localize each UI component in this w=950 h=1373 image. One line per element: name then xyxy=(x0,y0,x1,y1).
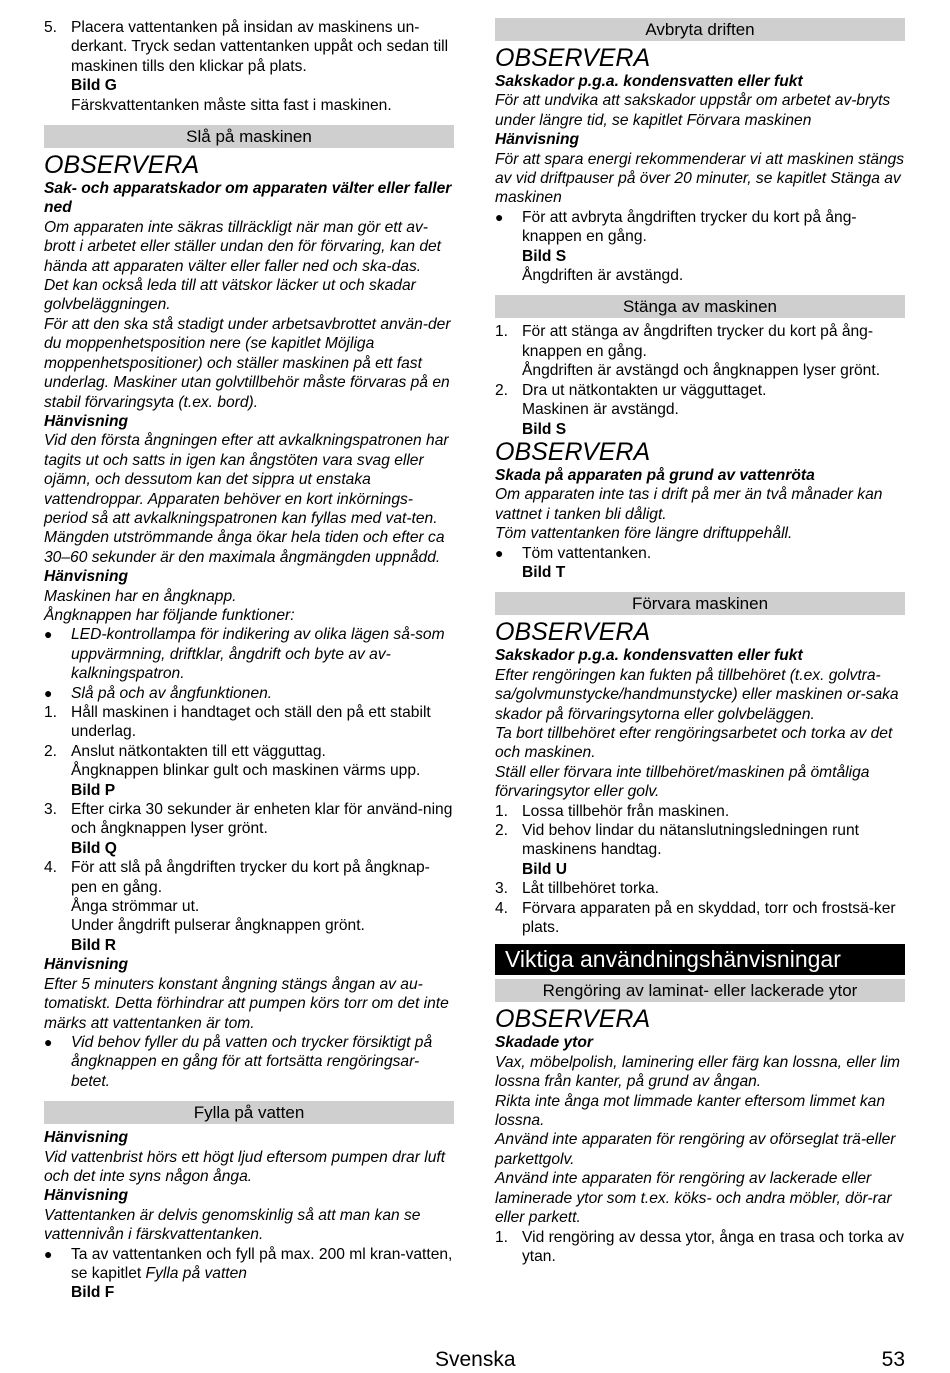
note-heading: Hänvisning xyxy=(44,568,129,586)
figure-ref: Bild G xyxy=(71,77,117,95)
chapter-ref: Fylla på vatten xyxy=(145,1264,247,1282)
note-heading: Hänvisning xyxy=(44,412,129,430)
section-heading-fylla-pa: Fylla på vatten xyxy=(44,1101,454,1124)
warning-title: Skadade ytor xyxy=(495,1034,593,1052)
bullet-icon: ● xyxy=(495,544,504,561)
figure-ref: Bild S xyxy=(522,420,567,438)
paragraph: För att undvika att sakskador uppstår om arbetet av-bryts under längre tid, se kapitlet Förvara maskinen xyxy=(495,92,891,129)
bullet-item: ● Töm vattentanken. xyxy=(495,544,652,562)
step-1: 1. För att stänga av ångdriften trycker du kort på ång-knappen en gång. xyxy=(495,323,874,360)
step-note: Under ångdrift pulserar ångknappen grönt. xyxy=(71,917,365,935)
figure-ref: Bild U xyxy=(522,860,568,878)
figure-ref: Bild P xyxy=(71,781,116,799)
warning-title: Sakskador p.g.a. kondensvatten eller fukt xyxy=(495,73,803,90)
section-heading-avbryta: Avbryta driften xyxy=(495,18,905,41)
paragraph: Ångknappen har följande funktioner: xyxy=(44,606,295,624)
note-heading: Hänvisning xyxy=(44,1129,129,1147)
bullet-icon: ● xyxy=(495,208,504,225)
note-heading: Hänvisning xyxy=(495,131,580,149)
step-2: 2. Vid behov lindar du nätanslutningsledningen runt maskinens handtag. xyxy=(495,822,859,859)
figure-ref: Bild F xyxy=(71,1284,115,1302)
paragraph: Efter rengöringen kan fukten på tillbehöret (t.ex. golvtra-sa/golvmunstycke/handmunstycke) eller maskinen or-saka skador på förvaringsytorna eller golvbeläggen. xyxy=(495,666,899,723)
paragraph: Efter 5 minuters konstant ångning stängs ångan av au-tomatiskt. Detta förhindrar att pumpen körs torr om det inte märks att vattentanken är tom. xyxy=(44,975,449,1032)
footer-language: Svenska xyxy=(435,1348,516,1371)
paragraph: För att spara energi rekommenderar vi att maskinen stängs av vid driftpauser på över 20 minuter, se kapitlet Stänga av maskinen xyxy=(495,150,905,207)
bullet-icon: ● xyxy=(44,626,53,643)
paragraph: Töm vattentanken före längre driftuppehåll. xyxy=(495,525,793,543)
step-2: 2. Dra ut nätkontakten ur vägguttaget. xyxy=(495,381,767,399)
warning-heading: OBSERVERA xyxy=(495,437,651,466)
step-note: Maskinen är avstängd. xyxy=(522,401,679,419)
figure-ref: Bild S xyxy=(522,247,567,265)
warning-title: Sakskador p.g.a. kondensvatten eller fukt xyxy=(495,647,803,665)
step-3: 3. Efter cirka 30 sekunder är enheten klar för använd-ning och ångknappen lyser grönt. xyxy=(44,801,453,838)
paragraph: Vattentanken är delvis genomskinlig så att man kan se vattennivån i färskvattentanken. xyxy=(44,1206,421,1244)
step-note: Ångknappen blinkar gult och maskinen värms upp. xyxy=(71,762,421,780)
right-column xyxy=(495,18,905,1266)
section-heading-forvara: Förvara maskinen xyxy=(495,592,905,615)
bullet-icon: ● xyxy=(44,1033,53,1050)
paragraph: Om apparaten inte tas i drift på mer än två månader kan vattnet i tanken bli dåligt. xyxy=(495,486,883,523)
chapter-heading: Viktiga användningshänvisningar xyxy=(495,944,905,975)
paragraph: Vax, möbelpolish, laminering eller färg kan lossna, eller lim lossna från kanter, på grund av ångan. xyxy=(495,1053,901,1091)
step-4: 4. För att slå på ångdriften trycker du kort på ångknap-pen en gång. xyxy=(44,859,430,896)
paragraph: Använd inte apparaten för rengöring av lackerade eller laminerade ytor som t.ex. köks- och andra möbler, dör-rar eller parkett. xyxy=(495,1170,892,1227)
paragraph: Vid vattenbrist hörs ett högt ljud eftersom pumpen drar luft och det inte syns någon ånga. xyxy=(44,1148,446,1185)
warning-heading: OBSERVERA xyxy=(495,44,651,72)
figure-ref: Bild R xyxy=(71,936,117,954)
paragraph: Ställ eller förvara inte tillbehöret/maskinen på ömtåliga förvaringsytor eller golv. xyxy=(495,763,870,801)
figure-ref: Bild Q xyxy=(71,839,117,857)
warning-heading: OBSERVERA xyxy=(495,618,651,647)
paragraph: Rikta inte ånga mot limmade kanter eftersom limmet kan lossna. xyxy=(495,1092,885,1130)
step-2: 2. Anslut nätkontakten till ett vägguttag. xyxy=(44,742,326,760)
bullet-icon: ● xyxy=(44,1245,53,1262)
page-number: 53 xyxy=(881,1348,905,1371)
warning-title: Sak- och apparatskador om apparaten välter eller faller ned xyxy=(44,180,452,217)
bullet-item: ● LED-kontrollampa för indikering av olika lägen så-som uppvärmning, driftklar, ångdrift och byte av av-kalkningspatron. xyxy=(44,626,445,683)
paragraph: Ta bort tillbehöret efter rengöringsarbetet och torka av det och maskinen. xyxy=(495,724,893,762)
warning-title: Skada på apparaten på grund av vattenröta xyxy=(495,466,815,484)
bullet-item: ● Ta av vattentanken och fyll på max. 200 ml kran-vatten, se kapitlet Fylla på vatten xyxy=(44,1245,453,1282)
left-column xyxy=(44,18,454,1303)
step-4: 4. Förvara apparaten på en skyddad, torr och frostsä-ker plats. xyxy=(495,899,896,937)
bullet-item: ● Slå på och av ångfunktionen. xyxy=(44,684,273,702)
bullet-item: ● Vid behov fyller du på vatten och trycker försiktigt på ångknappen en gång för att fortsätta rengöringsar-betet. xyxy=(44,1033,433,1090)
step-note: Ångdriften är avstängd. xyxy=(522,267,684,285)
paragraph: Maskinen har en ångknapp. xyxy=(44,587,237,605)
step-3: 3. Låt tillbehöret torka. xyxy=(495,880,659,898)
step-1: 1. Lossa tillbehör från maskinen. xyxy=(495,802,730,820)
paragraph: För att den ska stå stadigt under arbetsavbrottet använ-der du moppenhetsposition nere (se kapitlet Möjliga moppenhetspositioner) och ställer maskinen på ett fast underlag. Maskiner utan golvtillbehör måste förvaras på en stabil förvaringsyta (t.ex. bord). xyxy=(44,315,451,411)
note-heading: Hänvisning xyxy=(44,956,129,974)
paragraph: Det kan också leda till att vätskor läcker ut och skadar golvbeläggningen. xyxy=(44,277,416,314)
paragraph: Vid den första ångningen efter att avkalkningspatronen har tagits ut och satts in igen kan ångstöten vara svag eller ojämn, och dessutom kan det sippra ut enstaka vattendroppar. Apparaten behöver en kort inkörnings-period så att avkalkningspatronen kan fyllas med vat-ten. Mängden utströmmande ånga ökar hela tiden och efter ca 30–60 sekunder är den maximala ångmängden uppnådd. xyxy=(44,432,449,566)
warning-heading: OBSERVERA xyxy=(495,1005,651,1034)
warning-heading: OBSERVERA xyxy=(44,151,200,180)
section-heading-rengoring: Rengöring av laminat- eller lackerade ytor xyxy=(495,979,905,1002)
step-1: 1. Håll maskinen i handtaget och ställ den på ett stabilt underlag. xyxy=(44,704,431,741)
paragraph: Använd inte apparaten för rengöring av oförseglat trä-eller parkettgolv. xyxy=(495,1131,896,1168)
step-note: Ångdriften är avstängd och ångknappen lyser grönt. xyxy=(522,362,881,380)
bullet-icon: ● xyxy=(44,684,53,701)
step-5: 5. Placera vattentanken på insidan av maskinens un-derkant. Tryck sedan vattentanken uppåt och sedan till maskinen tills den klickar på plats. xyxy=(44,19,449,75)
section-heading-sla-pa: Slå på maskinen xyxy=(44,125,454,148)
step-1: 1. Vid rengöring av dessa ytor, ånga en trasa och torka av ytan. xyxy=(495,1228,904,1265)
bullet-item: ● För att avbryta ångdriften trycker du kort på ång-knappen en gång. xyxy=(495,208,857,246)
figure-ref: Bild T xyxy=(522,563,566,581)
section-heading-stanga-av: Stänga av maskinen xyxy=(495,295,905,318)
step-note: Ånga strömmar ut. xyxy=(71,898,200,916)
step-note: Färskvattentanken måste sitta fast i maskinen. xyxy=(71,96,392,114)
note-heading: Hänvisning xyxy=(44,1187,129,1205)
paragraph: Om apparaten inte säkras tillräckligt när man gör ett av-brott i arbetet eller ställer undan den för förvaring, kan det hända att apparaten välter eller faller ned och ska-das. xyxy=(44,218,442,275)
